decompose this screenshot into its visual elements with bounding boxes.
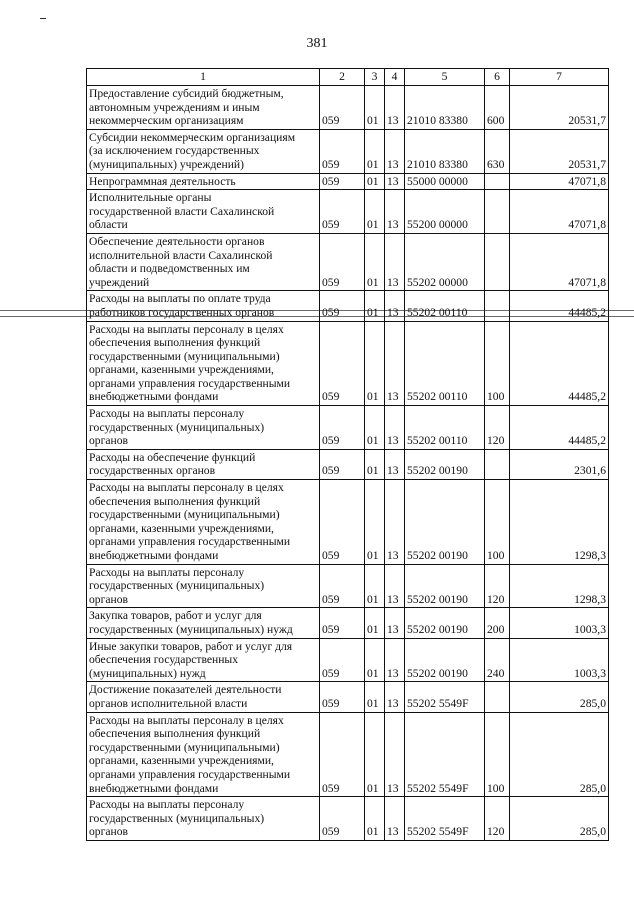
ministry-code-cell: 059 (320, 449, 365, 479)
expense-type-code-cell (485, 173, 510, 190)
ministry-code-cell: 059 (320, 564, 365, 608)
subsection-code-cell: 13 (385, 321, 405, 406)
expense-type-code-cell (485, 682, 510, 712)
column-header: 5 (405, 69, 485, 86)
section-code-cell: 01 (365, 86, 385, 130)
item-name-cell: Расходы на выплаты персоналу в целях обеспечения выполнения функций государственными (муниципальными) органами, казенными учреждениями, органами управления государственными внебюджетными фондами (87, 480, 320, 565)
column-header: 6 (485, 69, 510, 86)
table-row (87, 291, 609, 321)
amount-cell: 1298,3 (510, 564, 609, 608)
ministry-code-cell: 059 (320, 86, 365, 130)
subsection-code-cell: 13 (385, 190, 405, 234)
amount-cell: 285,0 (510, 712, 609, 797)
target-article-code-cell: 55202 00190 (405, 638, 485, 682)
expense-type-code-cell: 120 (485, 564, 510, 608)
section-code-cell: 01 (365, 173, 385, 190)
expense-type-code-cell: 120 (485, 406, 510, 450)
table-row (87, 449, 609, 479)
target-article-code-cell: 55202 00190 (405, 449, 485, 479)
table-row (87, 712, 609, 797)
subsection-code-cell: 13 (385, 449, 405, 479)
item-name-cell: Предоставление субсидий бюджетным, автономным учреждениям и иным некоммерческим организациям (87, 86, 320, 130)
ministry-code-cell: 059 (320, 480, 365, 565)
item-name-cell: Расходы на выплаты персоналу в целях обеспечения выполнения функций государственными (муниципальными) органами, казенными учреждениями, органами управления государственными внебюджетными фондами (87, 712, 320, 797)
target-article-code-cell: 55202 00190 (405, 480, 485, 565)
table-row (87, 797, 609, 841)
expense-type-code-cell: 120 (485, 797, 510, 841)
expense-type-code-cell (485, 233, 510, 290)
column-header: 1 (87, 69, 320, 86)
amount-cell: 44485,2 (510, 321, 609, 406)
table-row (87, 321, 609, 406)
item-name-cell: Субсидии некоммерческим организациям (за исключением государственных (муниципальных) учреждений) (87, 129, 320, 173)
target-article-code-cell: 55202 00110 (405, 291, 485, 321)
section-code-cell: 01 (365, 233, 385, 290)
ministry-code-cell: 059 (320, 321, 365, 406)
section-code-cell: 01 (365, 291, 385, 321)
amount-cell: 1003,3 (510, 638, 609, 682)
ministry-code-cell: 059 (320, 129, 365, 173)
subsection-code-cell: 13 (385, 129, 405, 173)
item-name-cell: Расходы на выплаты персоналу государственных (муниципальных) органов (87, 406, 320, 450)
table-row (87, 564, 609, 608)
section-code-cell: 01 (365, 321, 385, 406)
subsection-code-cell: 13 (385, 608, 405, 638)
item-name-cell: Иные закупки товаров, работ и услуг для обеспечения государственных (муниципальных) нужд (87, 638, 320, 682)
subsection-code-cell: 13 (385, 638, 405, 682)
table-row (87, 682, 609, 712)
target-article-code-cell: 55202 00110 (405, 321, 485, 406)
item-name-cell: Расходы на выплаты персоналу в целях обеспечения выполнения функций государственными (муниципальными) органами, казенными учреждениями, органами управления государственными внебюджетными фондами (87, 321, 320, 406)
expense-type-code-cell: 240 (485, 638, 510, 682)
subsection-code-cell: 13 (385, 406, 405, 450)
item-name-cell: Закупка товаров, работ и услуг для государственных (муниципальных) нужд (87, 608, 320, 638)
section-code-cell: 01 (365, 608, 385, 638)
section-code-cell: 01 (365, 682, 385, 712)
table-row (87, 233, 609, 290)
ministry-code-cell: 059 (320, 638, 365, 682)
subsection-code-cell: 13 (385, 682, 405, 712)
subsection-code-cell: 13 (385, 291, 405, 321)
section-code-cell: 01 (365, 564, 385, 608)
table-row (87, 190, 609, 234)
section-code-cell: 01 (365, 449, 385, 479)
table-row (87, 406, 609, 450)
item-name-cell: Достижение показателей деятельности органов исполнительной власти (87, 682, 320, 712)
ministry-code-cell: 059 (320, 797, 365, 841)
expense-type-code-cell: 100 (485, 321, 510, 406)
section-code-cell: 01 (365, 712, 385, 797)
table-row (87, 129, 609, 173)
table-row (87, 480, 609, 565)
item-name-cell: Расходы на выплаты по оплате труда работников государственных органов (87, 291, 320, 321)
ministry-code-cell: 059 (320, 608, 365, 638)
item-name-cell: Расходы на обеспечение функций государственных органов (87, 449, 320, 479)
amount-cell: 47071,8 (510, 233, 609, 290)
expense-type-code-cell: 100 (485, 712, 510, 797)
amount-cell: 20531,7 (510, 129, 609, 173)
target-article-code-cell: 55202 00110 (405, 406, 485, 450)
target-article-code-cell: 55202 00190 (405, 608, 485, 638)
expense-type-code-cell (485, 449, 510, 479)
budget-table (86, 68, 609, 841)
item-name-cell: Расходы на выплаты персоналу государственных (муниципальных) органов (87, 564, 320, 608)
scan-mark (40, 18, 46, 19)
amount-cell: 44485,2 (510, 291, 609, 321)
column-header: 3 (365, 69, 385, 86)
subsection-code-cell: 13 (385, 564, 405, 608)
column-header: 7 (510, 69, 609, 86)
target-article-code-cell: 55000 00000 (405, 173, 485, 190)
target-article-code-cell: 55200 00000 (405, 190, 485, 234)
table-row (87, 608, 609, 638)
section-code-cell: 01 (365, 797, 385, 841)
expense-type-code-cell: 100 (485, 480, 510, 565)
amount-cell: 285,0 (510, 797, 609, 841)
amount-cell: 20531,7 (510, 86, 609, 130)
target-article-code-cell: 55202 00000 (405, 233, 485, 290)
subsection-code-cell: 13 (385, 173, 405, 190)
expense-type-code-cell: 630 (485, 129, 510, 173)
page-number: 381 (306, 36, 328, 51)
ministry-code-cell: 059 (320, 173, 365, 190)
target-article-code-cell: 21010 83380 (405, 129, 485, 173)
ministry-code-cell: 059 (320, 190, 365, 234)
target-article-code-cell: 55202 5549F (405, 797, 485, 841)
target-article-code-cell: 21010 83380 (405, 86, 485, 130)
ministry-code-cell: 059 (320, 406, 365, 450)
item-name-cell: Расходы на выплаты персоналу государственных (муниципальных) органов (87, 797, 320, 841)
expense-type-code-cell: 200 (485, 608, 510, 638)
column-header: 2 (320, 69, 365, 86)
item-name-cell: Исполнительные органы государственной власти Сахалинской области (87, 190, 320, 234)
subsection-code-cell: 13 (385, 712, 405, 797)
section-code-cell: 01 (365, 480, 385, 565)
target-article-code-cell: 55202 5549F (405, 682, 485, 712)
amount-cell: 47071,8 (510, 190, 609, 234)
target-article-code-cell: 55202 00190 (405, 564, 485, 608)
amount-cell: 44485,2 (510, 406, 609, 450)
subsection-code-cell: 13 (385, 797, 405, 841)
section-code-cell: 01 (365, 638, 385, 682)
ministry-code-cell: 059 (320, 682, 365, 712)
table-row (87, 173, 609, 190)
subsection-code-cell: 13 (385, 86, 405, 130)
item-name-cell: Непрограммная деятельность (87, 173, 320, 190)
ministry-code-cell: 059 (320, 233, 365, 290)
amount-cell: 285,0 (510, 682, 609, 712)
subsection-code-cell: 13 (385, 480, 405, 565)
target-article-code-cell: 55202 5549F (405, 712, 485, 797)
table-row (87, 638, 609, 682)
amount-cell: 2301,6 (510, 449, 609, 479)
table-header-row (87, 69, 609, 86)
table-row (87, 86, 609, 130)
ministry-code-cell: 059 (320, 291, 365, 321)
section-code-cell: 01 (365, 406, 385, 450)
column-header: 4 (385, 69, 405, 86)
item-name-cell: Обеспечение деятельности органов исполнительной власти Сахалинской области и подведомственных им учреждений (87, 233, 320, 290)
expense-type-code-cell (485, 190, 510, 234)
expense-type-code-cell: 600 (485, 86, 510, 130)
expense-type-code-cell (485, 291, 510, 321)
section-code-cell: 01 (365, 190, 385, 234)
section-code-cell: 01 (365, 129, 385, 173)
amount-cell: 1003,3 (510, 608, 609, 638)
subsection-code-cell: 13 (385, 233, 405, 290)
amount-cell: 47071,8 (510, 173, 609, 190)
ministry-code-cell: 059 (320, 712, 365, 797)
amount-cell: 1298,3 (510, 480, 609, 565)
